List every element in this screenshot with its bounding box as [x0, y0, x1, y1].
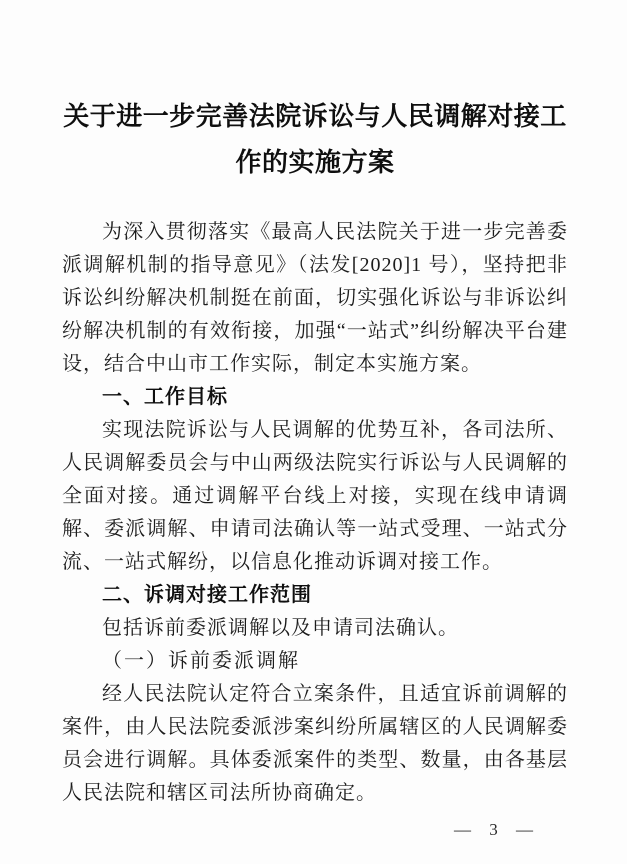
work-goals-paragraph: 实现法院诉讼与人民调解的优势互补，各司法所、人民调解委员会与中山两级法院实行诉讼与人民调解的全面对接。通过调解平台线上对接，实现在线申请调解、委派调解、申请司法确认等一站式受理、一站式分流、一站式解纷，以信息化推动诉调对接工作。: [62, 419, 568, 573]
scope-paragraph: 包括诉前委派调解以及申请司法确认。: [102, 617, 459, 639]
section-heading-work-goals: 一、工作目标: [102, 386, 228, 408]
page-number: — 3 —: [454, 820, 535, 839]
document-title: 关于进一步完善法院诉讼与人民调解对接工作的实施方案: [63, 102, 567, 177]
intro-paragraph: 为深入贯彻落实《最高人民法院关于进一步完善委派调解机制的指导意见》（法发[2020]1 号），坚持把非诉讼纠纷解决机制挺在前面，切实强化诉讼与非诉讼纠纷解决机制的有效衔接，加强“一站式”纠纷解决平台建设，结合中山市工作实际，制定本实施方案。: [62, 221, 568, 375]
subsection-heading-pretrial-mediation: （一）诉前委派调解: [102, 650, 300, 672]
document-body: [62, 216, 568, 810]
pretrial-mediation-paragraph: 经人民法院认定符合立案条件，且适宜诉前调解的案件，由人民法院委派涉案纠纷所属辖区的人民调解委员会进行调解。具体委派案件的类型、数量，由各基层人民法院和辖区司法所协商确定。: [62, 683, 568, 804]
section-heading-scope: 二、诉调对接工作范围: [102, 584, 312, 606]
